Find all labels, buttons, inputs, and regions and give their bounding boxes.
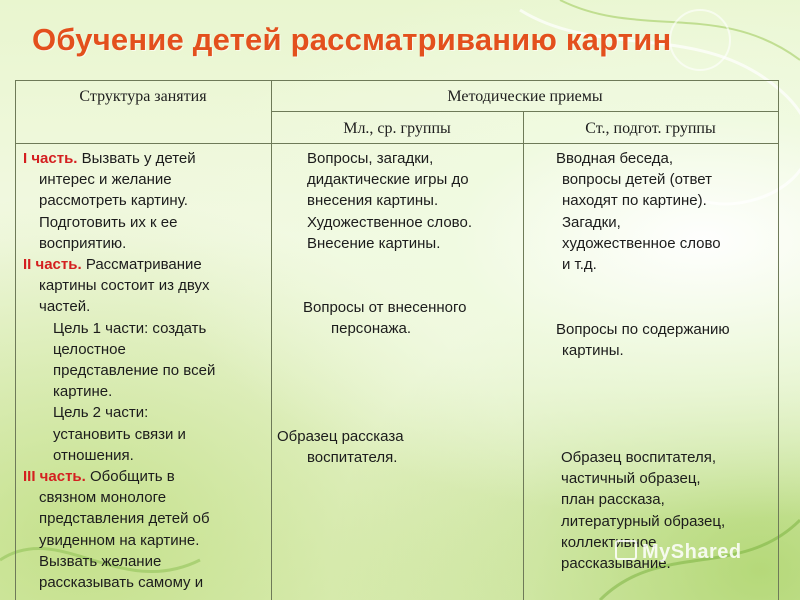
senior-text: Вопросы по содержанию <box>556 321 730 338</box>
table-border <box>271 80 272 600</box>
senior-text: литературный образец, <box>561 512 726 530</box>
part3-text: связном монологе <box>39 489 167 507</box>
part2-line <box>23 254 269 275</box>
part2-text: Рассматривание <box>85 256 202 274</box>
senior-text: Вводная беседа, <box>556 150 674 167</box>
junior-text: Внесение картины. <box>307 234 441 252</box>
junior-text: дидактические игры до <box>307 171 469 189</box>
table-border <box>778 80 779 600</box>
part1-text: восприятию. <box>39 234 127 252</box>
part2-text: картины состоит из двух <box>39 277 210 295</box>
methods-table <box>15 80 779 600</box>
structure-cell <box>23 148 269 593</box>
senior-text: художественное слово <box>562 234 721 252</box>
part1-text: рассмотреть картину. <box>39 192 188 210</box>
senior-text: Загадки, <box>562 213 621 231</box>
header-methods: Методические приемы <box>447 88 603 105</box>
junior-text: воспитателя. <box>307 449 398 467</box>
senior-text: план рассказа, <box>561 491 665 509</box>
junior-text: Художественное слово. <box>307 213 472 231</box>
part3-text: Обобщить в <box>89 468 175 486</box>
part3-text: увиденном на картине. <box>39 531 200 549</box>
part3-text: рассказывать самому и <box>39 574 204 592</box>
part2-text: частей. <box>39 298 91 316</box>
senior-text: находят по картине). <box>562 192 707 210</box>
junior-block-3 <box>277 426 521 468</box>
senior-text: и т.д. <box>562 256 597 274</box>
part2-text: представление по всей <box>53 362 216 380</box>
part3-text: представления детей об <box>39 510 210 528</box>
page-title: Обучение детей рассматриванию картин <box>32 22 672 57</box>
table-border <box>15 80 779 81</box>
part1-text: Вызвать у детей <box>81 150 196 167</box>
part1-text: интерес и желание <box>39 171 172 189</box>
senior-text: рассказывание. <box>561 555 671 573</box>
part2-text: Цель 1 части: создать <box>53 319 207 337</box>
table-border <box>271 111 779 112</box>
junior-text: Образец рассказа <box>277 428 404 445</box>
part1-label: I часть. <box>23 150 78 167</box>
part2-text: картине. <box>53 383 113 401</box>
junior-block-2 <box>303 297 521 339</box>
part2-text: Цель 2 части: <box>53 404 149 422</box>
junior-text: персонажа. <box>331 320 411 338</box>
senior-text: Образец воспитателя, <box>561 449 717 466</box>
subheader-junior: Мл., ср. группы <box>343 120 451 137</box>
senior-block-2 <box>556 319 778 361</box>
part2-text: установить связи и <box>53 425 186 443</box>
watermark <box>615 540 742 564</box>
part3-text: Вызвать желание <box>39 552 162 570</box>
table-border <box>523 111 524 600</box>
part1-text: Подготовить их к ее <box>39 213 178 231</box>
senior-text: коллективное <box>561 533 657 551</box>
senior-text: частичный образец, <box>561 470 701 488</box>
senior-text: вопросы детей (ответ <box>562 171 712 189</box>
part3-line <box>23 466 269 487</box>
part2-text: целостное <box>53 340 126 358</box>
part2-label: II часть. <box>23 256 82 274</box>
junior-block-1 <box>307 148 521 254</box>
part1-line <box>23 148 269 169</box>
senior-text: картины. <box>562 342 624 360</box>
table-border <box>15 143 779 144</box>
part3-label: III часть. <box>23 468 86 486</box>
junior-text: внесения картины. <box>307 192 439 210</box>
subheader-senior: Ст., подгот. группы <box>585 120 716 137</box>
header-structure: Структура занятия <box>79 88 207 105</box>
myshared-logo-icon <box>615 540 637 560</box>
junior-text: Вопросы от внесенного <box>303 299 467 316</box>
junior-text: Вопросы, загадки, <box>307 150 434 167</box>
table-border <box>15 80 16 600</box>
watermark-text: MyShared <box>642 541 742 563</box>
senior-block-1 <box>556 148 776 275</box>
part2-text: отношения. <box>53 446 134 464</box>
